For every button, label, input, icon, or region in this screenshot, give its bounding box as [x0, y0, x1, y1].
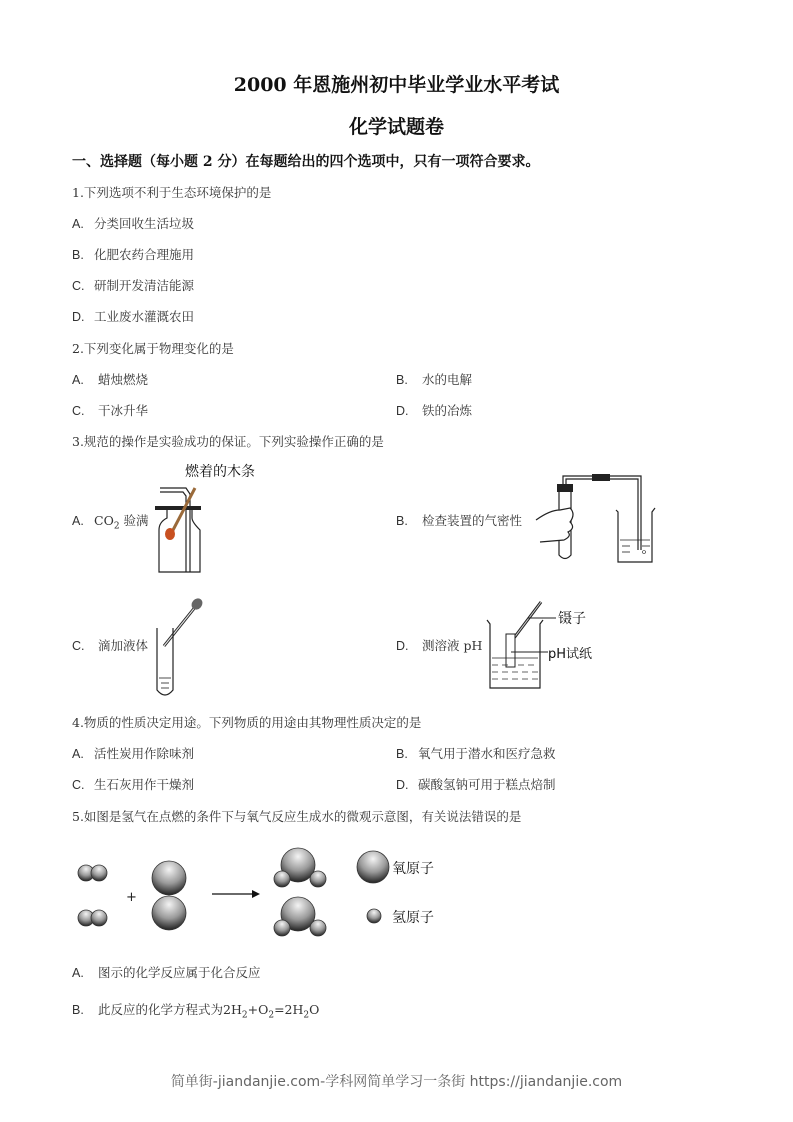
question-3-option-a: A. $CO_2$ 验满 [72, 513, 149, 532]
hydrogen-atom-legend-icon [367, 909, 381, 923]
question-2-option-a: A. 蜡烛燃烧 [72, 372, 149, 387]
question-4-stem: 4.物质的性质决定用途。下列物质的用途由其物理性质决定的是 [72, 715, 422, 730]
question-3-stem: 3.规范的操作是实验成功的保证。下列实验操作正确的是 [72, 434, 384, 449]
question-1-option-d: D. 工业废水灌溉农田 [72, 309, 195, 324]
question-2-option-b: B. 水的电解 [396, 372, 473, 387]
tweezers-label: 镊子 [558, 611, 586, 627]
question-5-stem: 5.如图是氢气在点燃的条件下与氧气反应生成水的微观示意图，有关说法错误的是 [72, 809, 522, 824]
page-title: 2000 年恩施州初中毕业学业水平考试 [233, 74, 560, 96]
ph-test-figure [484, 598, 604, 694]
question-2-stem: 2.下列变化属于物理变化的是 [72, 341, 234, 356]
question-2-option-c: C. 干冰升华 [72, 403, 149, 418]
question-1-option-b: B. 化肥农药合理施用 [72, 247, 195, 262]
dropper-testtube-figure [150, 594, 210, 698]
question-3-option-b: B. 检查装置的气密性 [396, 513, 523, 528]
question-1-option-a: A. 分类回收生活垃圾 [72, 216, 195, 231]
hydrogen-atom-legend-label: 氢原子 [392, 910, 434, 926]
ph-paper-label: pH试纸 [548, 647, 593, 662]
question-4-option-c: C. 生石灰用作干燥剂 [72, 777, 195, 792]
question-4-option-d: D. 碳酸氢钠可用于糕点焙制 [396, 777, 556, 792]
question-1-stem: 1.下列选项不利于生态环境保护的是 [72, 185, 272, 200]
page-subtitle: 化学试题卷 [348, 116, 444, 138]
question-4-option-a: A. 活性炭用作除味剂 [72, 746, 195, 761]
question-5-option-b: B. 此反应的化学方程式为$2H_2+O_2=2H_2O$ [72, 1002, 320, 1021]
chemical-equation: $2H_2+O_2=2H_2O$ [223, 1002, 320, 1021]
airtightness-check-figure [530, 470, 660, 565]
reaction-micro-diagram [60, 835, 460, 945]
oxygen-molecule [152, 861, 186, 930]
question-3-option-c: C. 滴加液体 [72, 638, 149, 653]
hydrogen-molecule [78, 910, 107, 926]
question-3-option-d: D. 测溶液 pH [396, 638, 483, 653]
hydrogen-molecule [78, 865, 107, 881]
question-4-option-b: B. 氧气用于潜水和医疗急救 [396, 746, 556, 761]
gas-bottle-figure [150, 482, 210, 577]
question-2-option-d: D. 铁的冶炼 [396, 403, 473, 418]
burning-stick-caption: 燃着的木条 [185, 464, 255, 480]
oxygen-atom-legend-label: 氧原子 [392, 861, 434, 877]
water-molecule [274, 897, 326, 936]
oxygen-atom-legend-icon [357, 851, 389, 883]
plus-sign: + [126, 890, 137, 905]
water-molecule [274, 848, 326, 887]
question-5-option-a: A. 图示的化学反应属于化合反应 [72, 965, 261, 980]
section-heading: 一、选择题（每小题 2 分）在每题给出的四个选项中，只有一项符合要求。 [72, 154, 540, 170]
footer-watermark: 简单街-jiandanjie.com-学科网简单学习一条街 https://jiandanjie.com [170, 1074, 623, 1090]
question-1-option-c: C. 研制开发清洁能源 [72, 278, 195, 293]
